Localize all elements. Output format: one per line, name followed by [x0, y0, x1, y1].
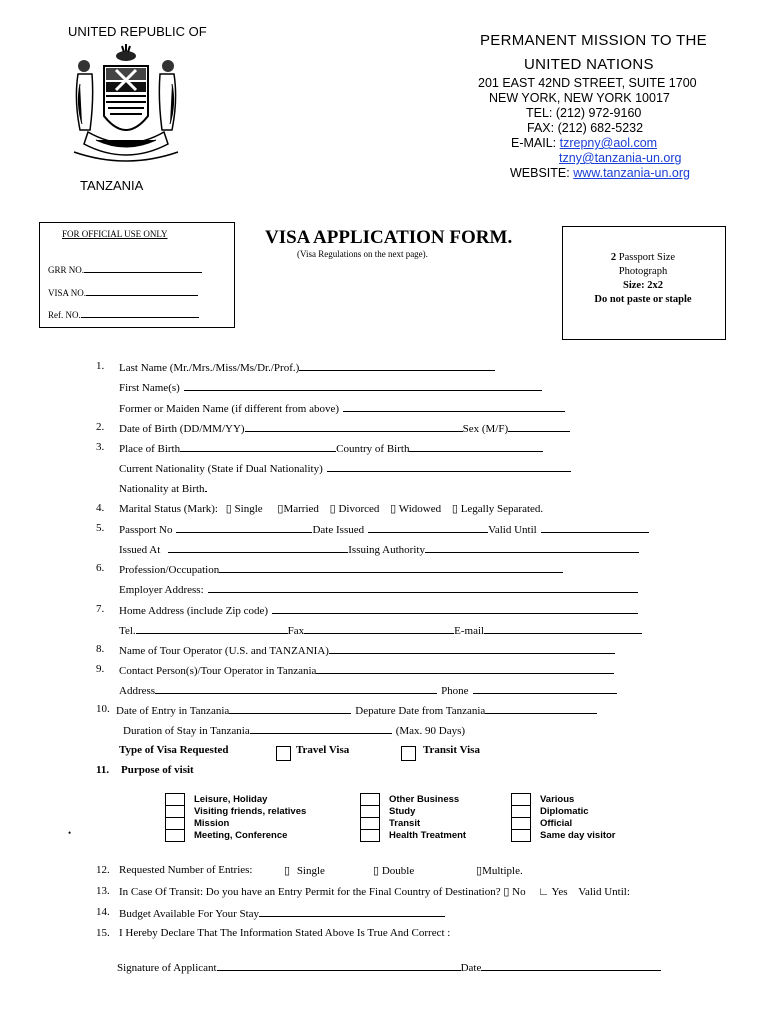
first-names-field[interactable] — [119, 380, 542, 394]
marital-separated-option[interactable]: Legally Separated. — [460, 503, 544, 515]
tour-operator-label: Name of Tour Operator (U.S. and TANZANIA) — [119, 645, 329, 657]
photo-label: Photograph — [618, 266, 668, 277]
duration-label: Duration of Stay in Tanzania — [123, 725, 250, 737]
purpose-option: Other Business — [389, 794, 460, 805]
tel-label: Tel. — [119, 625, 136, 637]
issued-at-label: Issued At — [119, 544, 161, 556]
item-number-12: 12. — [96, 864, 110, 876]
cob-label: Country of Birth — [336, 443, 410, 455]
photo-count: 2 — [610, 252, 617, 263]
entry-date-label: Date of Entry in Tanzania — [116, 705, 230, 717]
form-title: VISA APPLICATION FORM. — [265, 227, 513, 248]
mission-tel: TEL: (212) 972-9160 — [526, 106, 642, 120]
purpose-option: Study — [389, 806, 416, 817]
max-days-note: (Max. 90 Days) — [395, 725, 466, 737]
transit-question-label: In Case Of Transit: Do you have an Entry Permit for the Final Country of Destination? — [119, 886, 501, 898]
ref-no-label: Ref. NO. — [48, 310, 81, 320]
purpose-option: Diplomatic — [540, 806, 589, 817]
item-number-2: 2. — [96, 421, 105, 433]
employer-label: Employer Address: — [119, 584, 204, 596]
travel-visa-checkbox[interactable] — [276, 746, 291, 761]
ref-no-field[interactable] — [48, 307, 199, 320]
last-name-label: Last Name (Mr./Mrs./Miss/Ms/Dr./Prof.) — [119, 362, 300, 374]
duration-field[interactable] — [123, 723, 465, 737]
issuing-authority-label: Issuing Authority — [348, 544, 425, 556]
birth-place-field[interactable] — [119, 441, 543, 455]
contact-details-field[interactable] — [119, 623, 642, 637]
transit-visa-label: Transit Visa — [423, 744, 480, 756]
transit-yes-label: Yes — [551, 886, 568, 898]
email-link-un[interactable]: tzny@tanzania-un.org — [559, 151, 682, 165]
address-label: Address — [119, 685, 156, 697]
entries-double-label: Double — [381, 865, 415, 877]
budget-label: Budget Available For Your Stay — [119, 908, 260, 920]
date-issued-label: Date Issued — [312, 524, 365, 536]
item-number-9: 9. — [96, 663, 105, 675]
nationality-field[interactable] — [119, 461, 571, 475]
purpose-option: Transit — [389, 818, 421, 829]
purpose-checkbox-meeting[interactable] — [165, 829, 185, 842]
item-number-10: 10. — [96, 703, 110, 715]
marital-single-option[interactable]: Single — [234, 503, 263, 515]
item-number-13: 13. — [96, 885, 110, 897]
pob-label: Place of Birth — [119, 443, 181, 455]
mission-address-street: 201 EAST 42ND STREET, SUITE 1700 — [478, 76, 697, 90]
profession-label: Profession/Occupation — [119, 564, 220, 576]
former-name-field[interactable] — [119, 401, 565, 415]
nationality-birth-label: Nationality at Birth — [119, 483, 205, 495]
mission-title-line1: PERMANENT MISSION TO THE — [480, 32, 707, 49]
purpose-option: Leisure, Holiday — [194, 794, 268, 805]
home-address-field[interactable] — [119, 603, 638, 617]
entries-multiple-label: Multiple. — [482, 865, 523, 877]
official-use-title: FOR OFFICIAL USE ONLY — [62, 229, 168, 239]
photo-dimensions: Size: 2x2 — [623, 280, 663, 291]
employer-address-field[interactable] — [119, 582, 638, 596]
website-link[interactable]: www.tanzania-un.org — [573, 166, 690, 180]
passport-field[interactable] — [119, 522, 649, 536]
dob-field[interactable] — [119, 421, 570, 435]
item-number-11: 11. — [96, 764, 110, 776]
date-label: Date — [460, 962, 482, 974]
email-field-label: E-mail — [454, 625, 485, 637]
fax-label: Fax — [287, 625, 305, 637]
purpose-option: Official — [540, 818, 573, 829]
stray-dot: • — [68, 828, 72, 838]
item-number-4: 4. — [96, 502, 105, 514]
photo-size-label: Passport Size — [616, 252, 676, 263]
budget-field[interactable] — [119, 906, 445, 920]
valid-until-label: Valid Until — [488, 524, 537, 536]
transit-valid-until-label: Valid Until: — [578, 886, 630, 898]
purpose-option: Meeting, Conference — [194, 830, 288, 841]
signature-label: Signature of Applicant — [117, 962, 217, 974]
marital-label: Marital Status (Mark): — [119, 503, 218, 515]
marital-status-group: Marital Status (Mark): ▯ Single ▯Married ▯ Divorced ▯ Widowed ▯ Legally Separated. — [119, 503, 544, 515]
item-number-7: 7. — [96, 603, 105, 615]
transit-no-option[interactable]: ▯ No — [503, 886, 526, 898]
nationality-label: Current Nationality (State if Dual Nationality) — [119, 463, 323, 475]
passport-label: Passport No — [119, 524, 173, 536]
transit-yes-option[interactable]: ∟ Yes — [538, 886, 568, 898]
photo-instruction: Do not paste or staple — [594, 294, 692, 305]
travel-dates-field[interactable] — [116, 703, 597, 717]
purpose-checkbox-health[interactable] — [360, 829, 380, 842]
former-name-label: Former or Maiden Name (if different from above) — [119, 403, 340, 415]
item-number-14: 14. — [96, 906, 110, 918]
phone-label: Phone — [441, 685, 469, 697]
item-number-3: 3. — [96, 441, 105, 453]
home-address-label: Home Address (include Zip code) — [119, 605, 269, 617]
marital-married-option[interactable]: Married — [283, 503, 319, 515]
tz-address-field[interactable] — [119, 683, 617, 697]
grr-no-field[interactable] — [48, 262, 202, 275]
first-names-label: First Name(s) — [119, 382, 180, 394]
purpose-label: Purpose of visit — [121, 764, 194, 776]
mission-fax: FAX: (212) 682-5232 — [527, 121, 644, 135]
contact-person-field[interactable] — [119, 663, 614, 677]
sex-label: Sex (M/F) — [462, 423, 509, 435]
item-number-8: 8. — [96, 643, 105, 655]
departure-date-label: Depature Date from Tanzania — [355, 705, 486, 717]
marital-divorced-option[interactable]: Divorced — [338, 503, 380, 515]
item-number-6: 6. — [96, 562, 105, 574]
item-number-1: 1. — [96, 360, 105, 372]
purpose-option: Mission — [194, 818, 230, 829]
item-number-15: 15. — [96, 927, 110, 939]
profession-field[interactable] — [119, 562, 563, 576]
visa-no-label: VISA NO. — [48, 288, 87, 298]
purpose-option: Various — [540, 794, 575, 805]
entries-double-option[interactable]: ▯ Double — [373, 865, 415, 877]
purpose-option: Health Treatment — [389, 830, 467, 841]
country-name-top: UNITED REPUBLIC OF — [68, 24, 207, 39]
photo-size-text — [562, 252, 724, 263]
mission-title-line2: UNITED NATIONS — [524, 56, 654, 73]
dob-label: Date of Birth (DD/MM/YY) — [119, 423, 245, 435]
transit-permit-question — [119, 885, 630, 898]
item-number-5: 5. — [96, 522, 105, 534]
website-label: WEBSITE: — [510, 166, 570, 180]
email-link-aol[interactable]: tzrepny@aol.com — [559, 136, 658, 150]
email-label: E-MAIL: — [511, 136, 557, 150]
transit-no-label: No — [512, 886, 526, 898]
grr-no-label: GRR NO. — [48, 265, 85, 275]
nationality-birth-field[interactable] — [119, 481, 207, 495]
issued-at-field[interactable] — [119, 542, 639, 556]
contact-label: Contact Person(s)/Tour Operator in Tanzania — [119, 665, 317, 677]
country-name-bottom: TANZANIA — [80, 178, 144, 193]
mission-address-city: NEW YORK, NEW YORK 10017 — [489, 91, 670, 105]
coat-of-arms-emblem — [70, 44, 182, 166]
signature-field[interactable] — [117, 960, 661, 974]
purpose-option: Same day visitor — [540, 830, 616, 841]
transit-visa-checkbox[interactable] — [401, 746, 416, 761]
form-subtitle: (Visa Regulations on the next page). — [297, 249, 428, 259]
purpose-checkbox-same-day[interactable] — [511, 829, 531, 842]
entries-single-option[interactable]: ▯ Single — [284, 865, 325, 877]
purpose-option: Visiting friends, relatives — [194, 806, 307, 817]
tour-operator-field[interactable] — [119, 643, 615, 657]
last-name-field[interactable] — [119, 360, 495, 374]
entries-multiple-option[interactable]: ▯Multiple. — [476, 865, 523, 877]
entries-label: Requested Number of Entries: — [119, 864, 253, 876]
visa-no-field[interactable] — [48, 285, 198, 298]
travel-visa-label: Travel Visa — [296, 744, 350, 756]
visa-type-label: Type of Visa Requested — [119, 744, 229, 756]
marital-widowed-option[interactable]: Widowed — [398, 503, 442, 515]
declaration-text: I Hereby Declare That The Information Stated Above Is True And Correct : — [119, 927, 451, 939]
entries-single-label: Single — [296, 865, 325, 877]
